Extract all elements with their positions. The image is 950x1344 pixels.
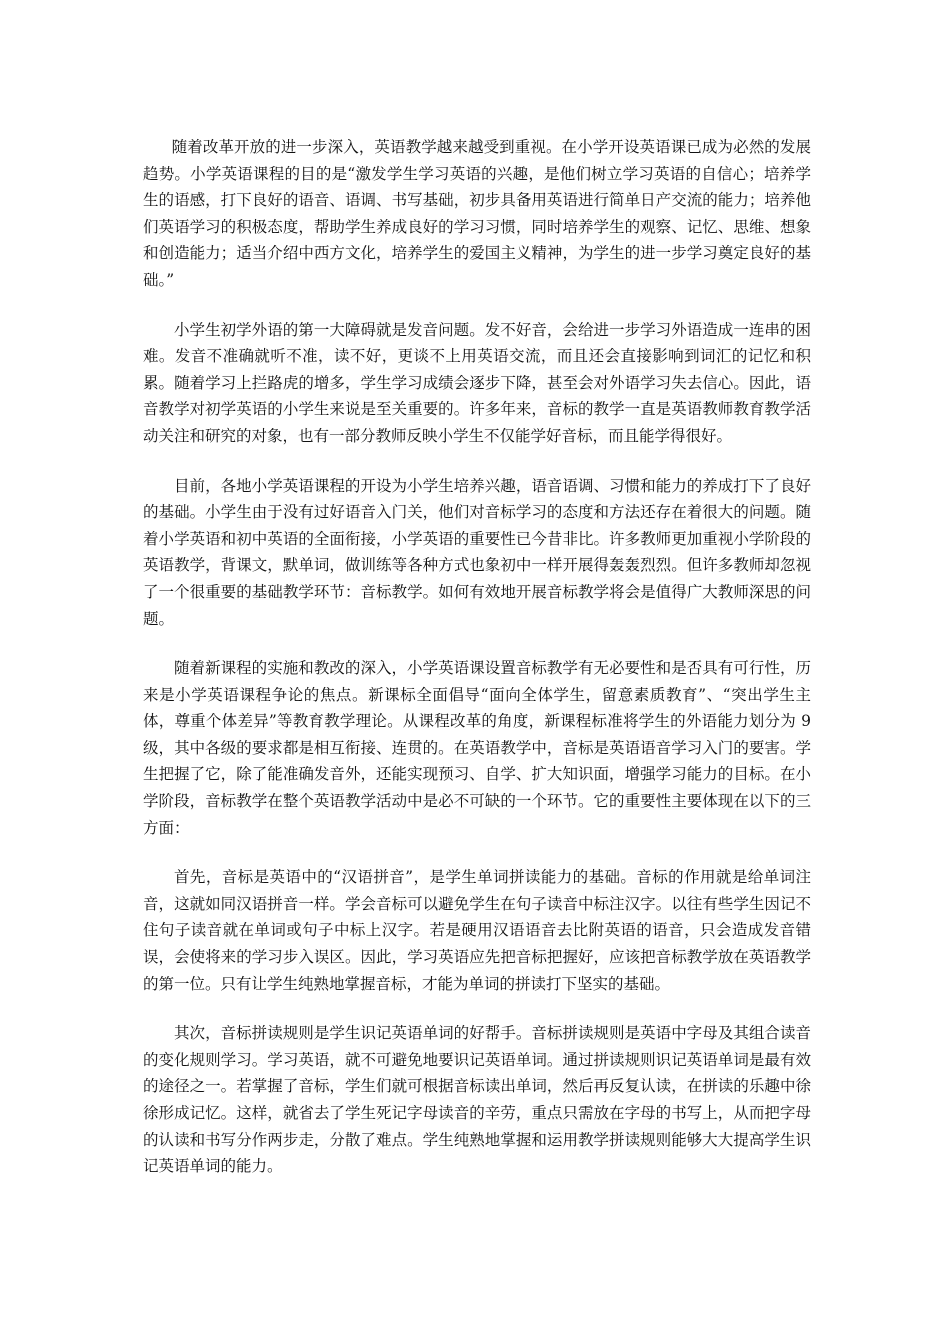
document-body	[143, 134, 811, 1203]
paragraph-3: 目前，各地小学英语课程的开设为小学生培养兴趣，语音语调、习惯和能力的养成打下了良好的基础。小学生由于没有过好语音入门关，他们对音标学习的态度和方法还存在着很大的问题。随着小学英语和初中英语的全面衔接，小学英语的重要性已今昔非比。许多教师更加重视小学阶段的英语教学，背课文，默单词，做训练等各种方式也象初中一样开展得轰轰烈烈。但许多教师却忽视了一个很重要的基础教学环节：音标教学。如何有效地开展音标教学将会是值得广大教师深思的问题。	[143, 476, 811, 628]
paragraph-1: 随着改革开放的进一步深入，英语教学越来越受到重视。在小学开设英语课已成为必然的发展趋势。小学英语课程的目的是“激发学生学习英语的兴趣，是他们树立学习英语的自信心；培养学生的语感，打下良好的语音、语调、书写基础，初步具备用英语进行简单日产交流的能力；培养他们英语学习的积极态度，帮助学生养成良好的学习习惯，同时培养学生的观察、记忆、思维、想象和创造能力；适当介绍中西方文化，培养学生的爱国主义精神，为学生的进一步学习奠定良好的基础。”	[143, 138, 811, 289]
paragraph-5: 首先，音标是英语中的“汉语拼音”，是学生单词拼读能力的基础。音标的作用就是给单词注音，这就如同汉语拼音一样。学会音标可以避免学生在句子读音中标注汉字。以往有些学生因记不住句子读音就在单词或句子中标上汉字。若是硬用汉语语音去比附英语的语音，只会造成发音错误，会使将来的学习步入误区。因此，学习英语应先把音标把握好，应该把音标教学放在英语教学的第一位。只有让学生纯熟地掌握音标，才能为单词的拼读打下坚实的基础。	[143, 868, 811, 993]
paragraph-4: 随着新课程的实施和教改的深入，小学英语课设置音标教学有无必要性和是否具有可行性，历来是小学英语课程争论的焦点。新课标全面倡导“面向全体学生，留意素质教育”、“突出学生主体，尊重个体差异”等教育教学理论。从课程改革的角度，新课程标准将学生的外语能力划分为 9 级，其中各级的要求都是相互衔接、连贯的。在英语教学中，音标是英语语音学习入门的要害。学生把握了它，除了能准确发音外，还能实现预习、自学、扩大知识面，增强学习能力的目标。在小学阶段，音标教学在整个英语教学活动中是必不可缺的一个环节。它的重要性主要体现在以下的三方面：	[143, 659, 811, 837]
paragraph-6: 其次，音标拼读规则是学生识记英语单词的好帮手。音标拼读规则是英语中字母及其组合读音的变化规则学习。学习英语，就不可避免地要识记英语单词。通过拼读规则识记英语单词是最有效的途径之一。若掌握了音标，学生们就可根据音标读出单词，然后再反复认读，在拼读的乐趣中徐徐形成记忆。这样，就省去了学生死记字母读音的辛劳，重点只需放在字母的书写上，从而把字母的认读和书写分作两步走，分散了难点。学生纯熟地掌握和运用教学拼读规则能够大大提高学生识记英语单词的能力。	[143, 1024, 811, 1176]
paragraph-2: 小学生初学外语的第一大障碍就是发音问题。发不好音，会给进一步学习外语造成一连串的困难。发音不准确就听不准，读不好，更谈不上用英语交流，而且还会直接影响到词汇的记忆和积累。随着学习上拦路虎的增多，学生学习成绩会逐步下降，甚至会对外语学习失去信心。因此，语音教学对初学英语的小学生来说是至关重要的。许多年来，音标的教学一直是英语教师教育教学活动关注和研究的对象，也有一部分教师反映小学生不仅能学好音标，而且能学得很好。	[143, 320, 811, 445]
